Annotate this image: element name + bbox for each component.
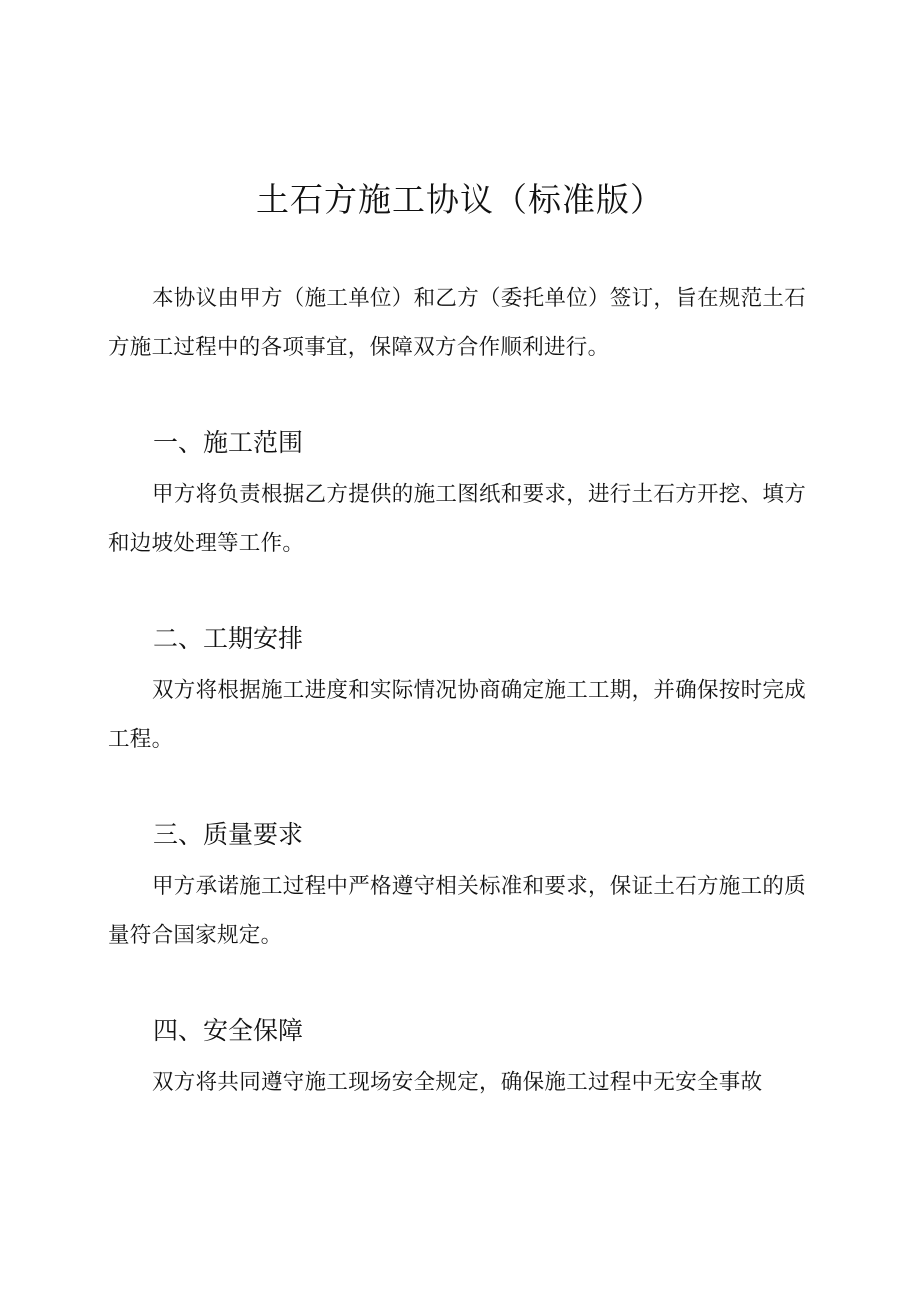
section-body-quality: 甲方承诺施工过程中严格遵守相关标准和要求，保证土石方施工的质量符合国家规定。 [108, 874, 807, 948]
intro-paragraph: 本协议由甲方（施工单位）和乙方（委托单位）签订，旨在规范土石方施工过程中的各项事宜，保障双方合作顺利进行。 [108, 286, 807, 360]
section-heading-quality: 三、质量要求 [153, 820, 304, 849]
section-body-schedule: 双方将根据施工进度和实际情况协商确定施工工期，并确保按时完成工程。 [108, 678, 807, 752]
section-heading-safety: 四、安全保障 [153, 1016, 304, 1045]
section-heading-schedule: 二、工期安排 [153, 624, 304, 653]
section-body-scope: 甲方将负责根据乙方提供的施工图纸和要求，进行土石方开挖、填方和边坡处理等工作。 [108, 482, 807, 556]
section-body-safety: 双方将共同遵守施工现场安全规定，确保施工过程中无安全事故 [152, 1070, 763, 1095]
section-heading-scope: 一、施工范围 [153, 428, 304, 457]
document-title: 土石方施工协议（标准版） [256, 180, 664, 219]
